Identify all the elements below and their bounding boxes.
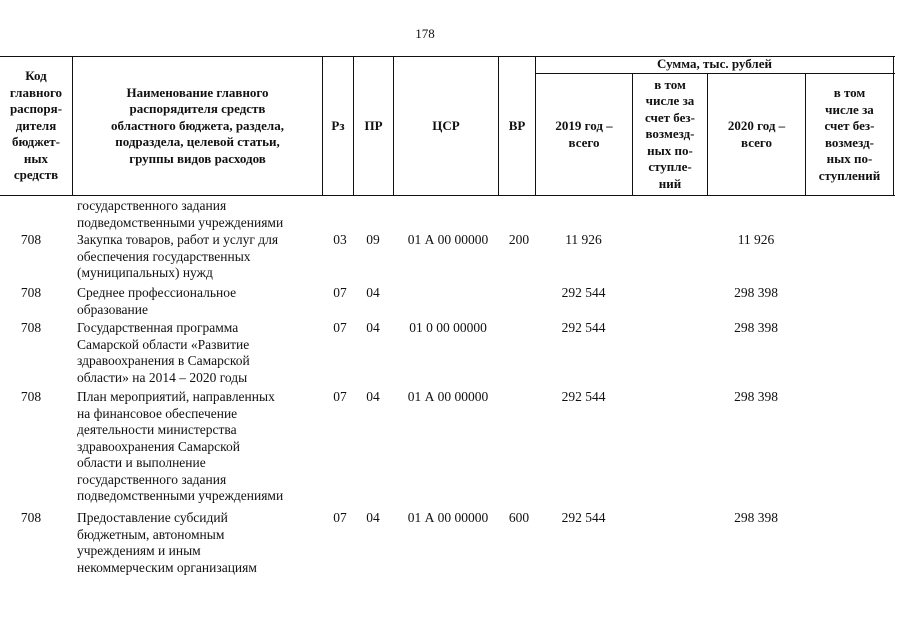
row-sum-2020: 11 926 [737,232,775,247]
row-rz: 07 [333,320,347,335]
row-code: 708 [20,510,42,525]
row-name: План мероприятий, направленных на финансовое обеспечение деятельности министерства здравоохранения Самарской области и выполнение государственного задания подведомственными учреждениями [77,389,284,503]
row-sum-2019: 292 544 [561,285,606,300]
table-header [0,56,895,196]
row-name: Государственная программа Самарской области «Развитие здравоохранения в Самарской области» на 2014 – 2020 годы [77,320,250,385]
page-number: 178 [415,26,435,41]
row-csr: 01 А 00 00000 [407,232,489,247]
row-code: 708 [20,389,42,404]
row-code: 708 [20,285,42,300]
row-pr: 09 [366,232,380,247]
row-rz: 07 [333,389,347,404]
header-2020-total: 2020 год – всего [727,118,786,150]
row-csr: 01 0 00 00000 [409,320,487,335]
header-pr: ПР [364,117,383,133]
header-rz: Рз [331,117,345,133]
row-sum-2019: 292 544 [561,389,606,404]
header-code: Код главного распоря- дителя бюджет- ных средств [9,68,63,183]
header-vr: ВР [508,117,526,133]
row-vr: 200 [508,232,530,247]
row-code: 708 [20,232,42,247]
row-name: государственного задания подведомственными учреждениями [77,198,284,230]
row-rz: 03 [333,232,347,247]
row-sum-2019: 11 926 [565,232,602,247]
row-sum-2020: 298 398 [734,510,778,525]
row-sum-2020: 298 398 [734,320,778,335]
header-2019-total: 2019 год – всего [555,118,613,150]
header-2019-grants: в том числе за счет без- возмезд- ных по- ступле- ний [645,76,695,191]
row-vr: 600 [508,510,530,525]
row-pr: 04 [366,389,380,404]
row-pr: 04 [366,320,380,335]
row-rz: 07 [333,285,347,300]
row-csr: 01 А 00 00000 [407,510,489,525]
header-csr: ЦСР [432,117,460,133]
row-pr: 04 [366,285,380,300]
row-sum-2019: 292 544 [561,510,606,525]
row-csr: 01 А 00 00000 [407,389,489,404]
row-name: Среднее профессиональное образование [77,285,237,317]
row-pr: 04 [366,510,380,525]
column-divider [893,56,894,196]
header-sum-group: Сумма, тыс. рублей [657,56,772,72]
row-sum-2020: 298 398 [734,389,778,404]
header-2020-grants: в том числе за счет без- возмезд- ных по- ступлений [818,85,881,183]
header-bottom-border [0,195,895,196]
header-name: Наименование главного распорядителя средств областного бюджета, раздела, подраздела, целевой статьи, группы видов расходов [111,84,284,166]
row-name: Предоставление субсидий бюджетным, автономным учреждениям и иным некоммерческим организациям [77,510,257,575]
row-rz: 07 [333,510,347,525]
row-name: Закупка товаров, работ и услуг для обеспечения государственных (муниципальных) нужд [77,232,279,280]
row-code: 708 [20,320,42,335]
row-sum-2020: 298 398 [734,285,778,300]
row-sum-2019: 292 544 [561,320,606,335]
